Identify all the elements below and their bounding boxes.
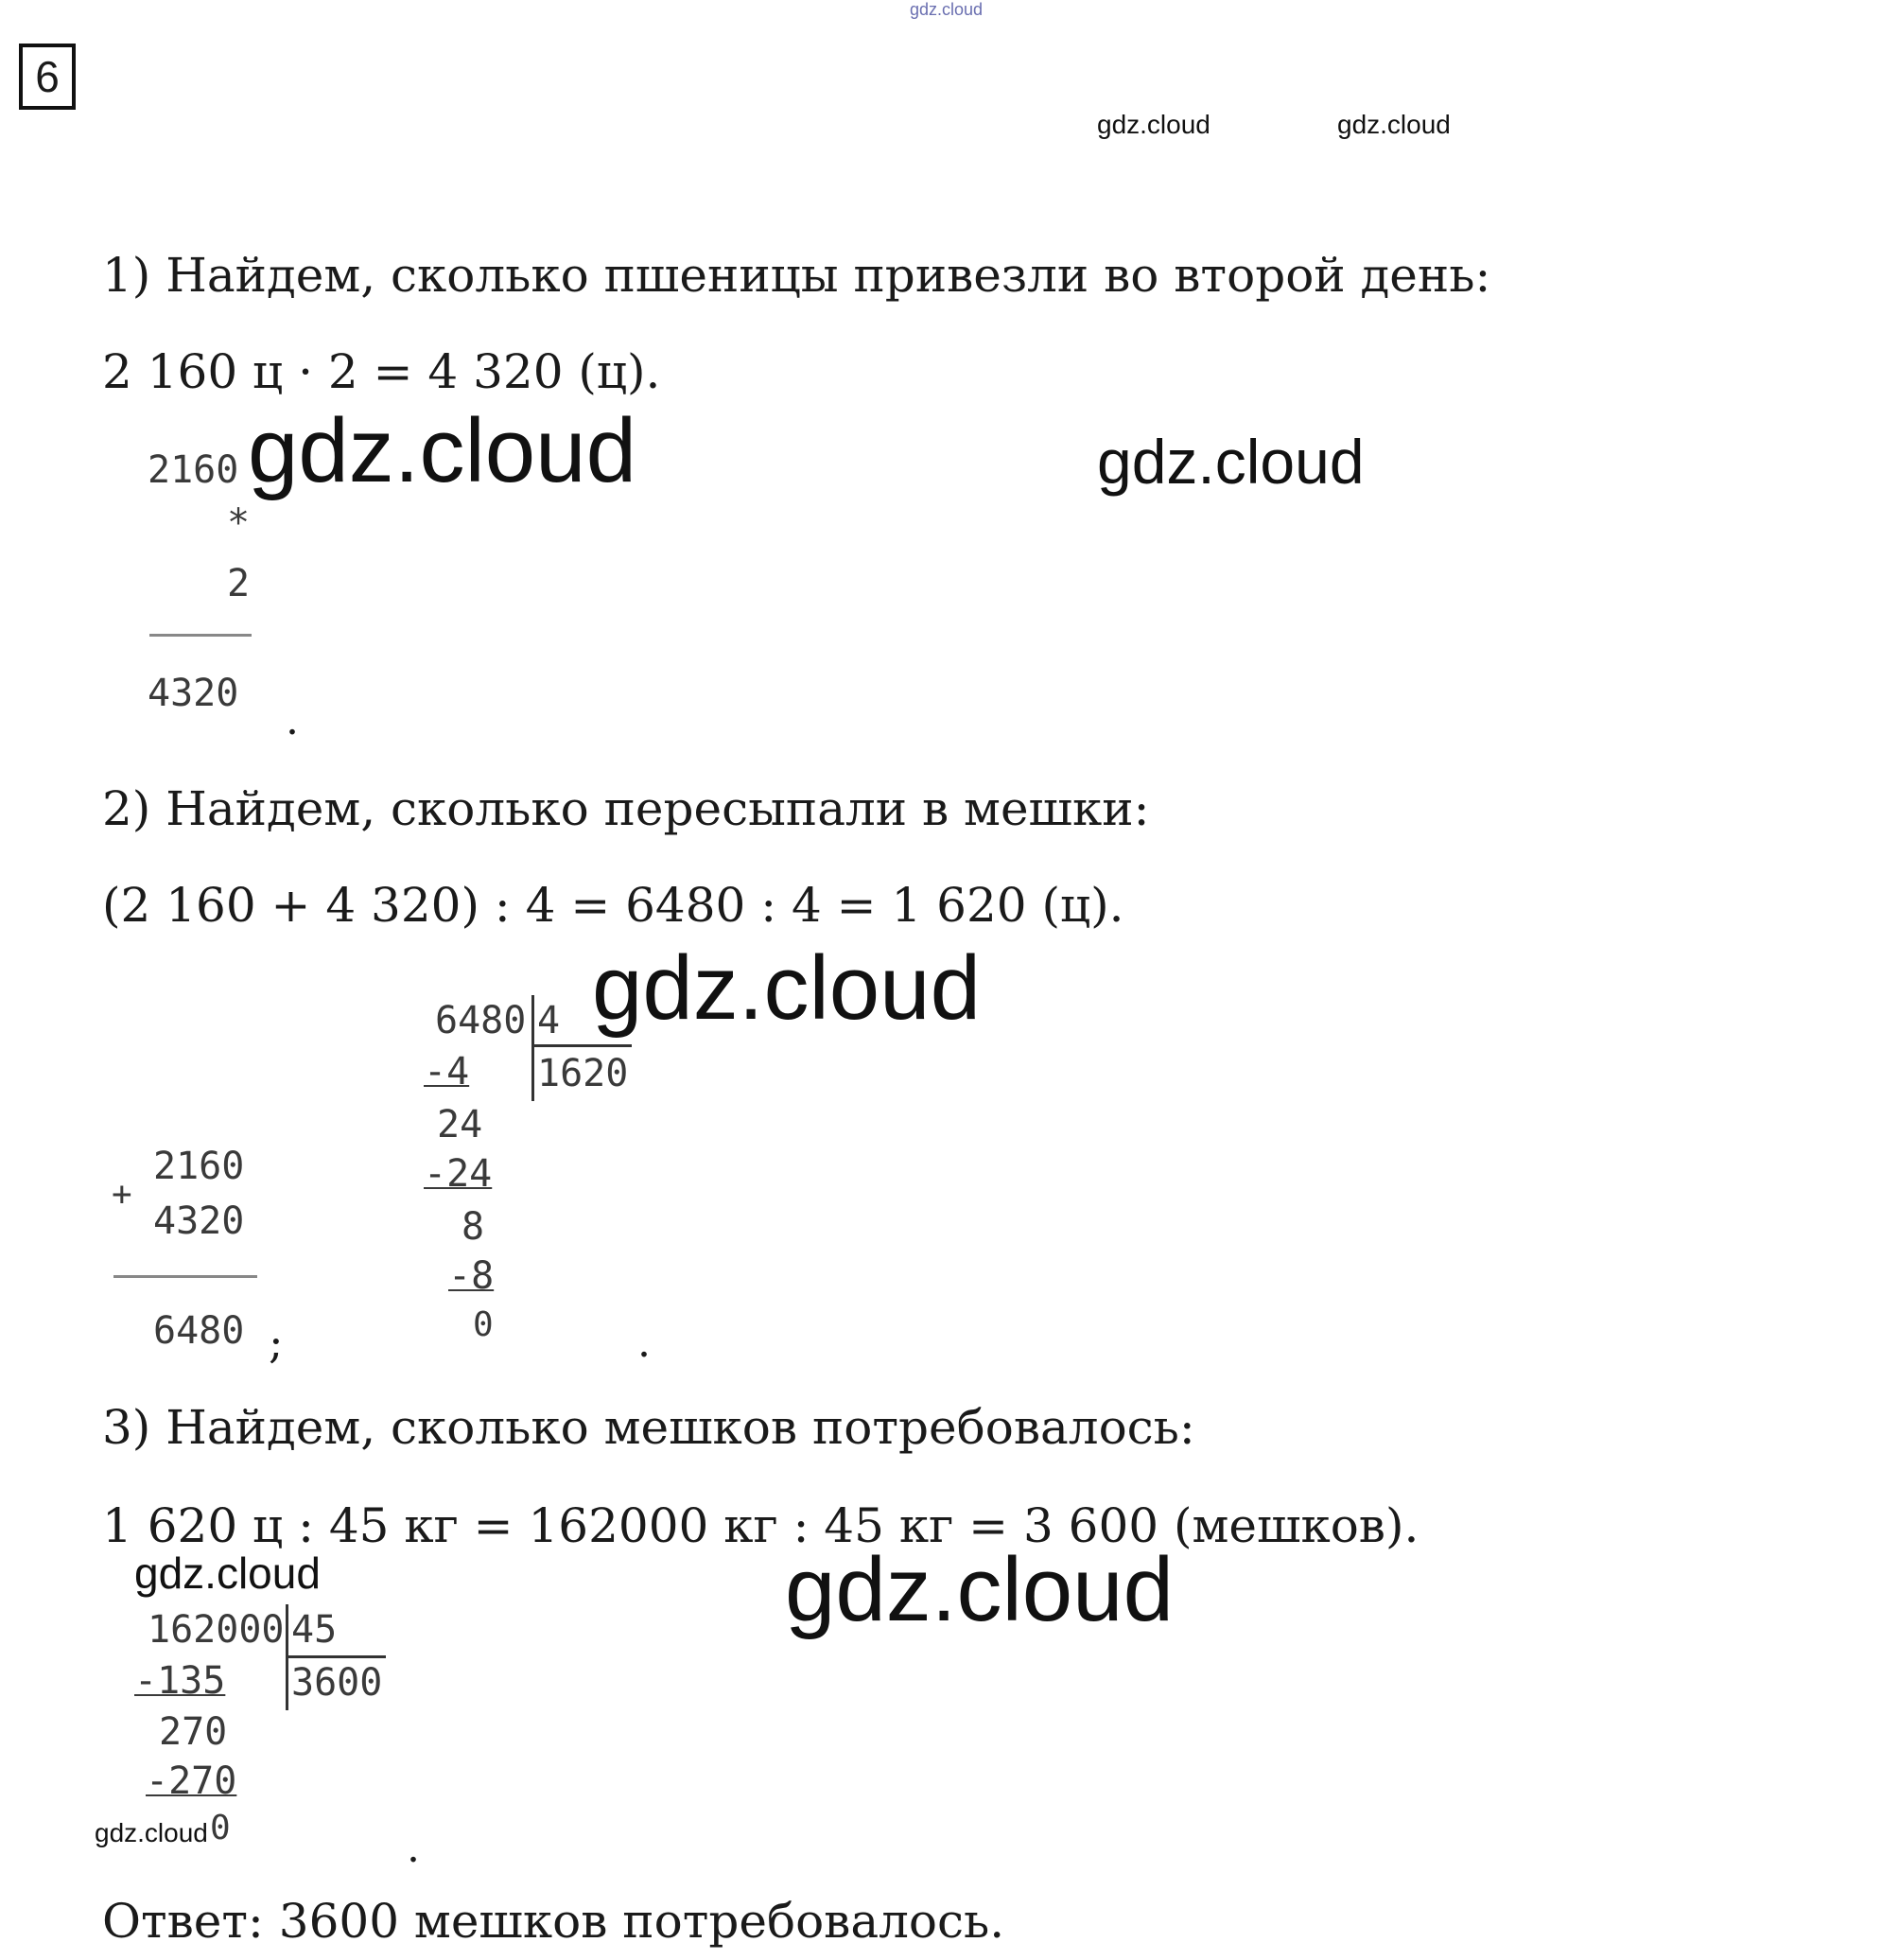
watermark-small-bottom: gdz.cloud [95,1818,208,1847]
step2-div-vline [531,995,534,1101]
step3-div-end: . [407,1824,420,1872]
step2-div-end: . [637,1319,651,1367]
watermark-big-3: gdz.cloud [592,937,981,1039]
step1-mult-result: 4320 [148,672,239,715]
watermark-big-2: gdz.cloud [1097,427,1365,497]
step2-div-quotient: 1620 [537,1052,629,1095]
step2-add-line [113,1275,257,1278]
step3-div-hline [287,1655,386,1658]
step1-formula: 2 160 ц · 2 = 4 320 (ц). [102,344,661,399]
step2-div-divisor: 4 [537,999,561,1042]
watermark-header-1: gdz.cloud [1097,110,1210,139]
step2-add-result: 6480 [153,1309,245,1353]
step1-mult-line [149,634,252,637]
step3-div-line-1: -135 [134,1659,226,1703]
step2-div-line-5: -8 [448,1254,495,1298]
step2-div-line-6: 0 [473,1305,494,1344]
step1-mult-a: 2160 [148,448,239,492]
step3-heading: 3) Найдем, сколько мешков потребовалось: [102,1400,1195,1455]
step2-div-line-2: 24 [437,1103,483,1146]
step3-div-line-2: 270 [159,1710,228,1754]
step3-div-dividend: 162000 [148,1608,285,1652]
step3-div-line-3: -270 [146,1759,237,1803]
answer: Ответ: 3600 мешков потребовалось. [102,1894,1005,1949]
step3-div-line-4: 0 [210,1809,231,1847]
step2-add-a: 2160 [153,1145,245,1188]
watermark-big-1: gdz.cloud [248,400,636,501]
step3-div-quotient: 3600 [291,1661,383,1705]
step1-mult-end: . [286,696,299,744]
step2-div-line-1: -4 [424,1050,470,1094]
watermark-header-2: gdz.cloud [1337,110,1451,139]
step1-heading: 1) Найдем, сколько пшеницы привезли во второй день: [102,248,1491,303]
step2-heading: 2) Найдем, сколько пересыпали в мешки: [102,781,1150,836]
watermark-mid-1: gdz.cloud [134,1549,321,1598]
step2-div-hline [533,1044,632,1047]
step3-formula: 1 620 ц : 45 кг = 162000 кг : 45 кг = 3 600 (мешков). [102,1498,1419,1553]
watermark-big-4: gdz.cloud [785,1539,1174,1640]
step2-div-line-4: 8 [462,1205,485,1249]
step2-add-op: + [112,1175,132,1214]
watermark-top-small: gdz.cloud [910,0,984,19]
step3-div-divisor: 45 [291,1608,338,1652]
step2-div-line-3: -24 [424,1152,493,1196]
step2-div-dividend: 6480 [435,999,527,1042]
step1-mult-op: * [227,501,251,545]
step2-add-end: ; [269,1317,284,1368]
step1-mult-b: 2 [227,562,251,605]
step2-formula: (2 160 + 4 320) : 4 = 6480 : 4 = 1 620 (ц). [102,878,1124,933]
step2-add-b: 4320 [153,1199,245,1243]
task-number: 6 [19,44,76,110]
